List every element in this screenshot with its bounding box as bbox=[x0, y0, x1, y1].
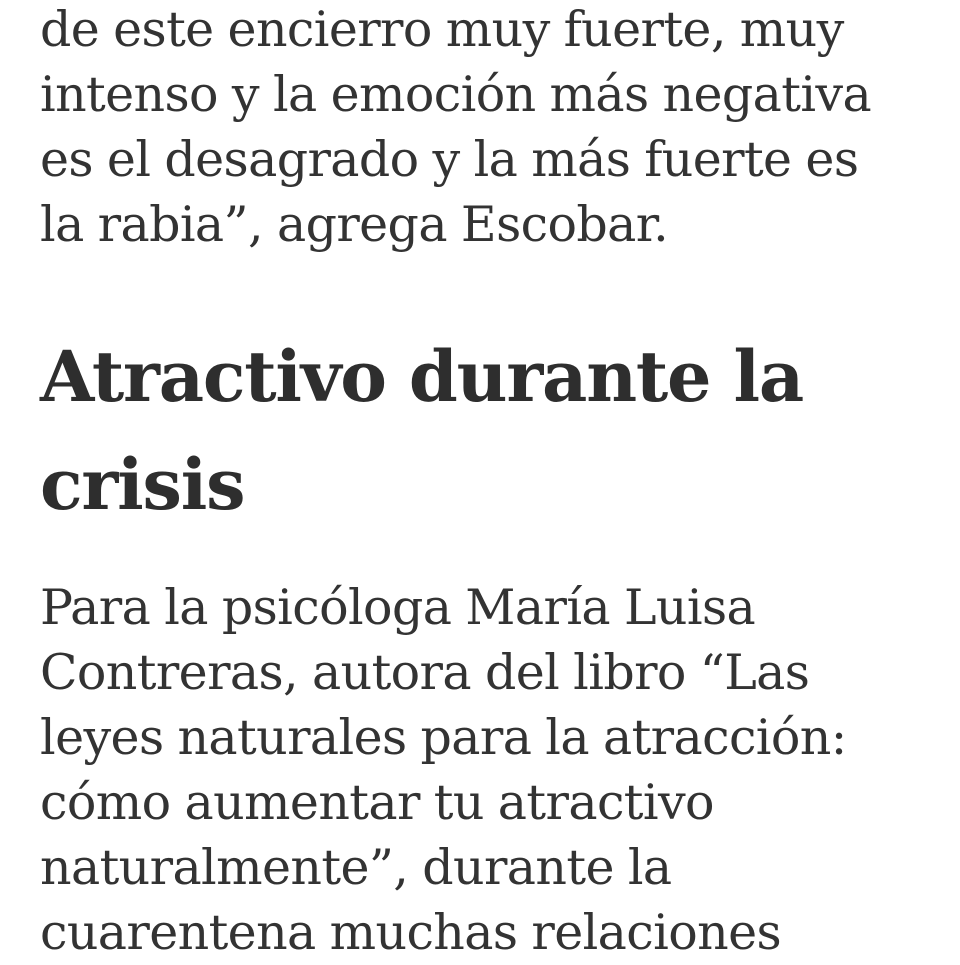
paragraph-line: la rabia”, agrega Escobar. bbox=[40, 196, 669, 253]
paragraph-line: Contreras, autora del libro “Las bbox=[40, 644, 810, 701]
paragraph-line: cómo aumentar tu atractivo bbox=[40, 774, 714, 831]
paragraph-line: Para la psicóloga María Luisa bbox=[40, 579, 756, 636]
paragraph-line: cuarentena muchas relaciones bbox=[40, 904, 782, 961]
paragraph-line: leyes naturales para la atracción: bbox=[40, 709, 847, 766]
section-heading bbox=[40, 323, 803, 539]
paragraph-line: es el desagrado y la más fuerte es bbox=[40, 131, 859, 188]
article-paragraph bbox=[40, 0, 871, 257]
paragraph-line: de este encierro muy fuerte, muy bbox=[40, 1, 844, 58]
paragraph-line: naturalmente”, durante la bbox=[40, 839, 672, 896]
heading-line: crisis bbox=[40, 443, 245, 526]
heading-line: Atractivo durante la bbox=[40, 335, 804, 418]
paragraph-line: intenso y la emoción más negativa bbox=[40, 66, 872, 123]
article-paragraph bbox=[40, 575, 847, 965]
